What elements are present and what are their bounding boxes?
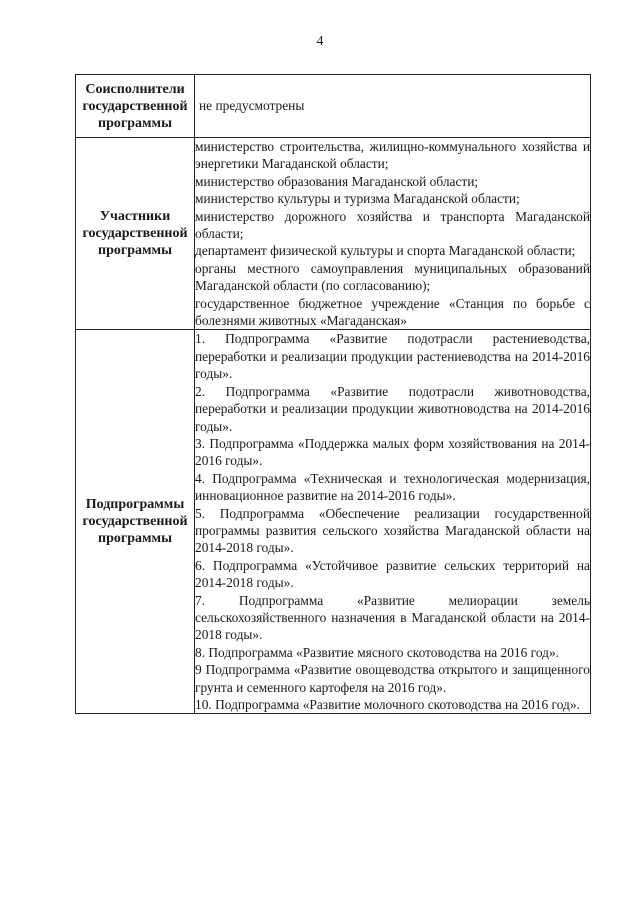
list-item: не предусмотрены: [199, 98, 305, 114]
list-item: министерство строительства, жилищно-коммунального хозяйства и энергетики Магаданской области;: [195, 139, 590, 172]
list-item: министерство культуры и туризма Магаданской области;: [195, 191, 520, 207]
list-item: 9 Подпрограмма «Развитие овощеводства открытого и защищенного грунта и семенного картофеля на 2016 год».: [195, 662, 590, 695]
row-content-coexecutors: [195, 75, 591, 138]
table-row-coexecutors: [76, 75, 591, 138]
row-label-participants: Участники государственной программы: [76, 138, 195, 330]
table-row-participants: [76, 138, 591, 330]
list-item: 6. Подпрограмма «Устойчивое развитие сельских территорий на 2014-2018 годы».: [195, 557, 590, 591]
table-row-subprograms: [76, 330, 591, 714]
row-label-subprograms: Подпрограммы государственной программы: [76, 330, 195, 714]
list-item: департамент физической культуры и спорта Магаданской области;: [195, 243, 576, 259]
row-content-subprograms: [195, 330, 591, 714]
list-item: государственное бюджетное учреждение «Станция по борьбе с болезнями животных «Магаданская»: [195, 295, 590, 329]
row-label-coexecutors: Соисполнители государственной программы: [76, 75, 195, 138]
program-passport-table: [75, 74, 591, 714]
list-item: 4. Подпрограмма «Техническая и технологическая модернизация, инновационное развитие на 2014-2016 годы».: [195, 470, 590, 504]
list-item: 10. Подпрограмма «Развитие молочного скотоводства на 2016 год».: [195, 697, 580, 712]
list-item: 7. Подпрограмма «Развитие мелиорации земель сельскохозяйственного назначения в Магаданской области на 2014-2018 годы».: [195, 592, 590, 643]
page-number: 4: [316, 34, 324, 49]
list-item: 2. Подпрограмма «Развитие подотрасли животноводства, переработки и реализации продукции животноводства на 2014-2016 годы».: [195, 383, 590, 434]
list-item: 5. Подпрограмма «Обеспечение реализации государственной программы развития сельского хозяйства Магаданской области на 2014-2018 годы».: [195, 505, 590, 556]
list-item: 8. Подпрограмма «Развитие мясного скотоводства на 2016 год».: [195, 644, 559, 660]
list-item: министерство дорожного хозяйства и транспорта Магаданской области;: [195, 208, 590, 242]
list-item: 1. Подпрограмма «Развитие подотрасли растениеводства, переработки и реализации продукции растениеводства на 2014-2016 годы».: [195, 331, 590, 382]
list-item: органы местного самоуправления муниципальных образований Магаданской области (по согласованию);: [195, 260, 590, 294]
list-item: министерство образования Магаданской области;: [195, 173, 479, 189]
list-item: 3. Подпрограмма «Поддержка малых форм хозяйствования на 2014-2016 годы».: [195, 435, 590, 469]
row-content-participants: [195, 138, 591, 330]
